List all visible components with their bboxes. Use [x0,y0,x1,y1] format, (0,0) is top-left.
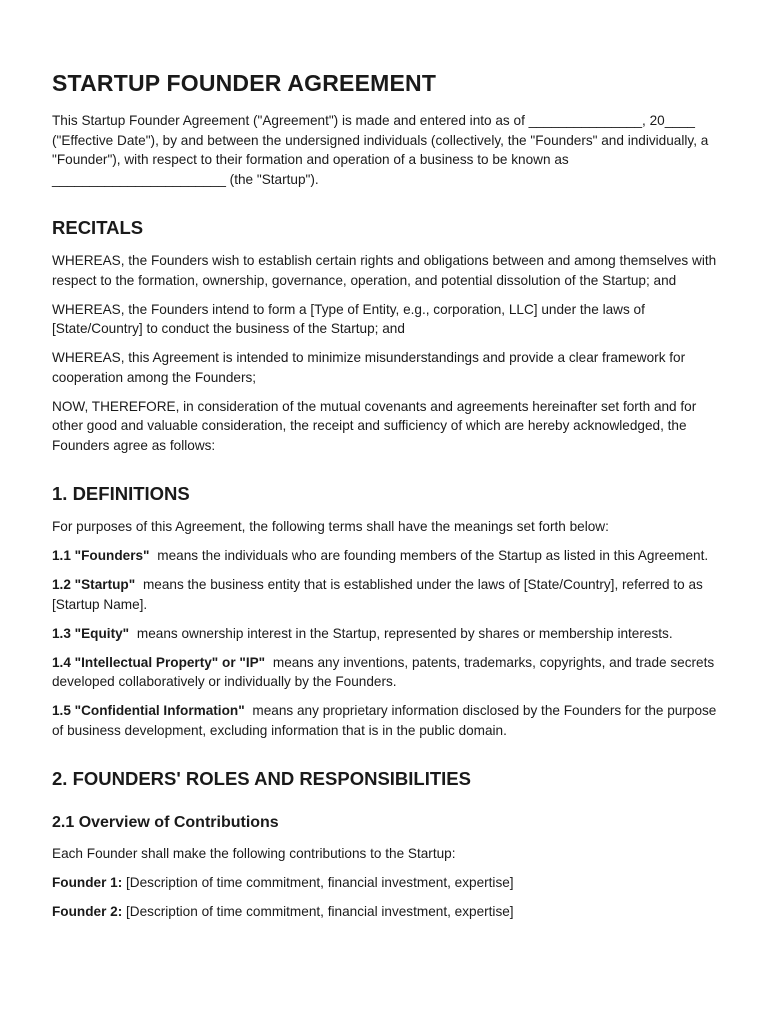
roles-heading: 2. FOUNDERS' ROLES AND RESPONSIBILITIES [52,768,471,789]
contributions-intro: Each Founder shall make the following contributions to the Startup: [52,846,456,861]
definition-term: 1.3 "Equity" [52,625,130,641]
definition-term: 1.1 "Founders" [52,548,150,563]
definition-term: 1.4 "Intellectual Property" or "IP" [52,654,266,670]
definition-item [52,653,718,692]
definition-text: means the business entity that is established under the laws of [State/Country], referred to as [Startup Name]. [52,577,703,612]
founder-contribution [52,902,718,922]
definitions-heading: 1. DEFINITIONS [52,483,190,504]
recital-paragraph: WHEREAS, the Founders wish to establish certain rights and obligations between and among themselves with respect to the formation, ownership, governance, operation, and potential dissolution of the Startup; and [52,253,717,288]
recital-paragraph: NOW, THEREFORE, in consideration of the mutual covenants and agreements hereinafter set forth and for other good and valuable consideration, the receipt and sufficiency of which are hereby acknowledged, the Founders agree as follows: [52,398,697,453]
definition-text: means any proprietary information disclosed by the Founders for the purpose of business development, excluding information that is in the public domain. [52,703,717,738]
document-title: STARTUP FOUNDER AGREEMENT [52,70,437,96]
founder-contribution [52,873,718,893]
definition-text: means any inventions, patents, trademarks, copyrights, and trade secrets developed collaboratively or individually by the Founders. [52,654,715,689]
definition-term: 1.2 "Startup" [52,577,136,592]
definition-item [52,701,718,740]
founder-label: Founder 1: [52,875,123,890]
recitals-heading: RECITALS [52,217,144,238]
founder-label: Founder 2: [52,904,123,919]
definition-item [52,546,718,566]
recital-paragraph: WHEREAS, the Founders intend to form a [Type of Entity, e.g., corporation, LLC] under the laws of [State/Country] to conduct the business of the Startup; and [52,301,645,336]
definitions-intro: For purposes of this Agreement, the following terms shall have the meanings set forth below: [52,519,609,534]
founder-description: [Description of time commitment, financial investment, expertise] [126,875,514,890]
founder-description: [Description of time commitment, financial investment, expertise] [126,904,514,919]
recital-paragraph: WHEREAS, this Agreement is intended to minimize misunderstandings and provide a clear framework for cooperation among the Founders; [52,350,686,385]
definition-text: means ownership interest in the Startup, represented by shares or membership interests. [136,625,673,641]
definition-text: means the individuals who are founding members of the Startup as listed in this Agreement. [157,548,709,563]
contributions-subheading: 2.1 Overview of Contributions [52,814,279,831]
definition-term: 1.5 "Confidential Information" [52,703,245,718]
intro-paragraph: This Startup Founder Agreement ("Agreement") is made and entered into as of _______________, 20____ ("Effective Date"), by and between the undersigned individuals (collectively, the "Founders" and individually, a "Founder"), with respect to their formation and operation of a business to be known as _______________________ (the "Startup"). [52,113,709,187]
definition-item [52,624,718,644]
definition-item [52,575,718,614]
